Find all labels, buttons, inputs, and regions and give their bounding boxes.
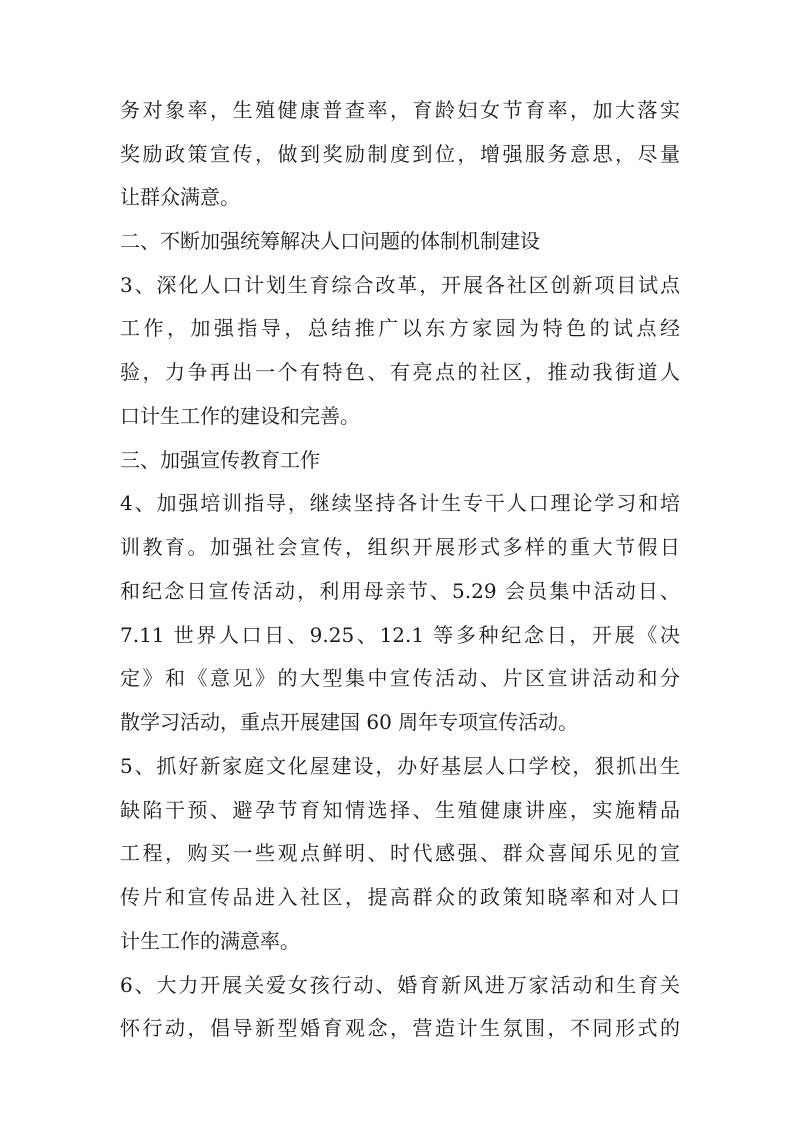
text-line: 散学习活动，重点开展建国 60 周年专项宣传活动。 — [120, 710, 579, 734]
text-line: 工程，购买一些观点鲜明、时代感强、群众喜闻乐见的宣 — [120, 841, 680, 865]
text-line: 二、不断加强统筹解决人口问题的体制机制建设 — [120, 229, 540, 253]
text-line: 三、加强宣传教育工作 — [120, 448, 320, 472]
text-line: 验，力争再出一个有特色、有亮点的社区，推动我街道人 — [120, 360, 680, 384]
text-line: 6、大力开展关爱女孩行动、婚育新风进万家活动和生育关 — [120, 973, 680, 997]
text-line: 计生工作的满意率。 — [120, 929, 300, 953]
text-line: 工作，加强指导，总结推广以东方家园为特色的试点经 — [120, 316, 680, 340]
text-line: 7.11 世界人口日、9.25、12.1 等多种纪念日，开展《决 — [120, 623, 680, 647]
text-line: 口计生工作的建设和完善。 — [120, 404, 360, 428]
text-line: 和纪念日宣传活动，利用母亲节、5.29 会员集中活动日、 — [120, 579, 680, 603]
text-line: 4、加强培训指导，继续坚持各计生专干人口理论学习和培 — [120, 491, 680, 515]
text-line: 3、深化人口计划生育综合改革，开展各社区创新项目试点 — [120, 273, 680, 297]
text-line: 5、抓好新家庭文化屋建设，办好基层人口学校，狠抓出生 — [120, 754, 680, 778]
text-line: 让群众满意。 — [120, 185, 240, 209]
text-line: 缺陷干预、避孕节育知情选择、生殖健康讲座，实施精品 — [120, 798, 680, 822]
text-line: 怀行动，倡导新型婚育观念，营造计生氛围，不同形式的 — [120, 1016, 680, 1040]
text-line: 奖励政策宣传，做到奖励制度到位，增强服务意思，尽量 — [120, 142, 680, 166]
text-line: 务对象率，生殖健康普查率，育龄妇女节育率，加大落实 — [120, 98, 680, 122]
text-line: 训教育。加强社会宣传，组织开展形式多样的重大节假日 — [120, 535, 680, 559]
text-line: 定》和《意见》的大型集中宣传活动、片区宣讲活动和分 — [120, 666, 680, 690]
text-line: 传片和宣传品进入社区，提高群众的政策知晓率和对人口 — [120, 885, 680, 909]
